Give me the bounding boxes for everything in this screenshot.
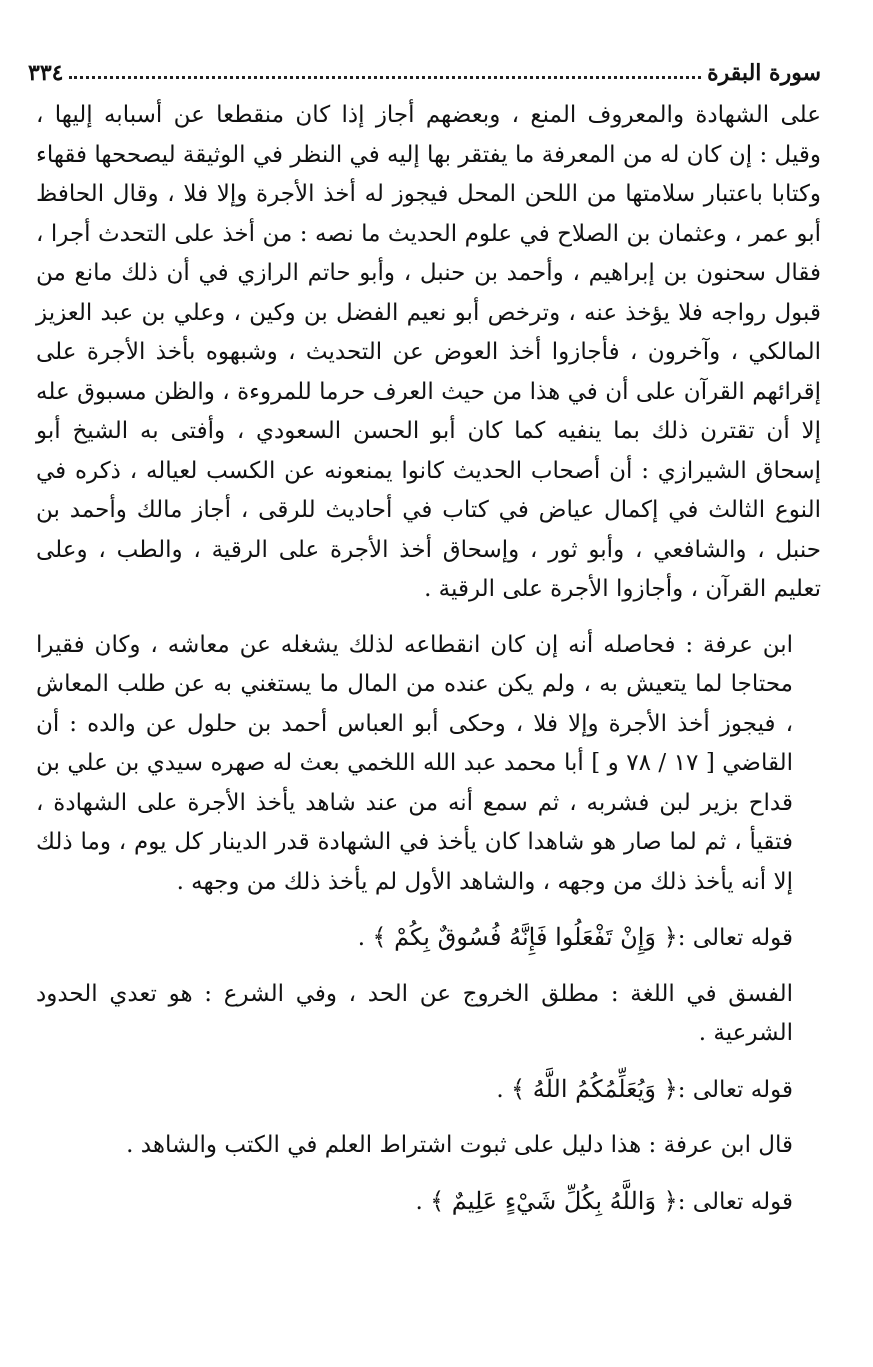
running-header [28, 56, 821, 86]
quran-citation-alim [36, 1182, 821, 1223]
quran-citation-fusuq [36, 918, 821, 959]
paragraph-witness-wages: على الشهادة والمعروف المنع ، وبعضهم أجاز إذا كان منقطعا عن أسبابه إليها ، وقيل : إن كان له من المعرفة ما يفتقر بها إليه في النظر في الوثيقة ليصححها فقهاء وكتابا باعتبار سلامتها من اللحن المحل فيجوز له أخذ الأجرة وإلا فلا ، وقال الحافظ أبو عمر ، وعثمان بن الصلاح في علوم الحديث ما نصه : من أخذ على التحدث أجرا ، فقال سحنون بن إبراهيم ، وأحمد بن حنبل ، وأبو حاتم الرازي في أن ذلك مانع من قبول رواجه فلا يؤخذ عنه ، وترخص أبو نعيم الفضل بن وكين ، وعلي بن عبد العزيز المالكي ، وآخرون ، فأجازوا أخذ العوض عن التحديث ، وشبهوه بأخذ الأجرة على إقرائهم القرآن على أن في هذا من حيث العرف حرما للمروءة ، والظن مسبوق عله إلا أن تقترن ذلك بما ينفيه كما كان أبو الحسن السعودي ، وأفتى به الشيخ أبو إسحاق الشيرازي : أن أصحاب الحديث كانوا يمنعونه عن الكسب لعياله ، ذكره في النوع الثالث في إكمال عياض في كتاب في أحاديث للرقى ، أجاز مالك وأحمد بن حنبل ، والشافعي ، وأبو ثور ، وإسحاق أخذ الأجرة على الرقية ، والطب ، وعلى تعليم القرآن ، وأجازوا الأجرة على الرقية . [36, 102, 822, 602]
citation-suffix: . [496, 1076, 512, 1103]
citation-suffix: . [357, 925, 373, 951]
page-body [36, 96, 821, 1222]
quran-citation-yuallimukum [36, 1070, 821, 1111]
citation-prefix: قوله تعالى : [677, 925, 793, 951]
citation-prefix: قوله تعالى : [677, 1076, 793, 1103]
surah-title: سورة البقرة [707, 60, 821, 86]
citation-prefix: قوله تعالى : [677, 1188, 793, 1215]
page-number: ٣٣٤ [28, 60, 64, 86]
paragraph-ibn-arafa-knowledge: قال ابن عرفة : هذا دليل على ثبوت اشتراط العلم في الكتب والشاهد . [126, 1132, 793, 1158]
quran-verse: ﴿ وَإِنْ تَفْعَلُوا فَإِنَّهُ فُسُوقٌ بِكُمْ ﴾ [372, 923, 678, 951]
quran-verse: ﴿ وَاللَّهُ بِكُلِّ شَيْءٍ عَلِيمٌ ﴾ [430, 1186, 678, 1215]
paragraph-fisq-definition: الفسق في اللغة : مطلق الخروج عن الحد ، وفي الشرع : هو تعدي الحدود الشرعية . [36, 980, 793, 1046]
paragraph-ibn-arafa-summary: ابن عرفة : فحاصله أنه إن كان انقطاعه لذلك يشغله عن معاشه ، وكان فقيرا محتاجا لما يتعيش به ، ولم يكن عنده من المال ما يستغني به عن طلب المعاش ، فيجوز أخذ الأجرة وإلا فلا ، وحكى أبو العباس أحمد بن حلول عن والده : أن القاضي [ ١٧ / ٧٨ و ] أبا محمد عبد الله اللخمي بعث له صهره سيدي بن علي بن قداح بزير لبن فشربه ، ثم سمع أنه من عند شاهد يأخذ الأجرة على الشهادة ، فتقيأ ، ثم لما صار هو شاهدا كان يأخذ في الشهادة قدر الدينار كل يوم ، وما ذلك إلا أنه يأخذ ذلك من وجهه ، والشاهد الأول لم يأخذ ذلك من وجهه . [36, 631, 794, 895]
quran-verse: ﴿ وَيُعَلِّمُكُمُ اللَّهُ ﴾ [511, 1074, 678, 1103]
header-leader-dots [69, 75, 701, 79]
citation-suffix: . [415, 1188, 431, 1215]
